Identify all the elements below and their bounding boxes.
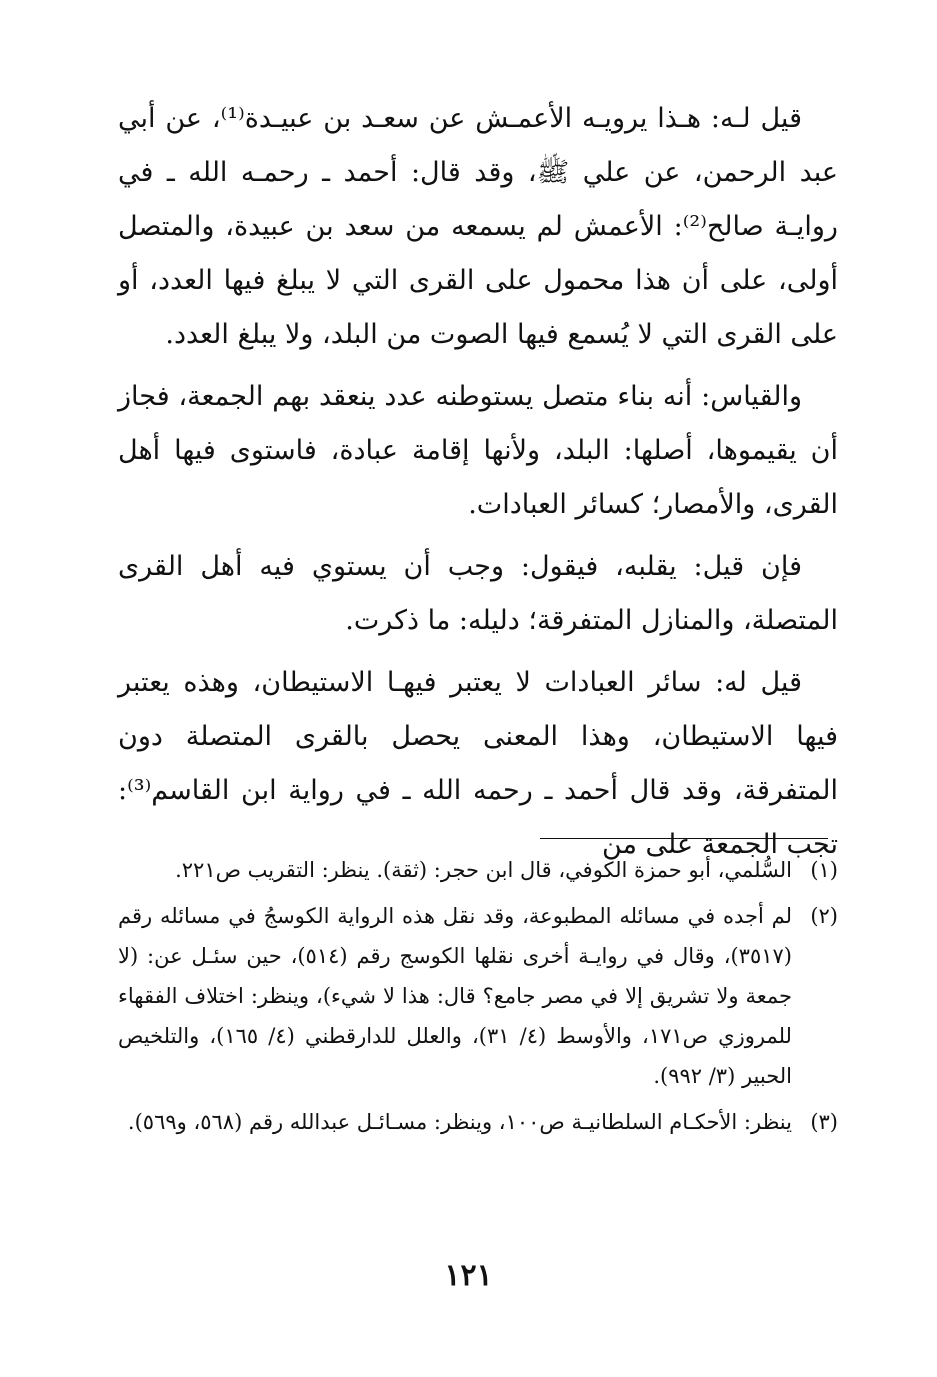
paragraph-2: والقياس: أنه بناء متصل يستوطنه عدد ينعقد بهم الجمعة، فجاز أن يقيموها، أصلها: البلد، ولأنها إقامة عبادة، فاستوى فيها أهل القرى، والأمصار؛ كسائر العبادات. xyxy=(118,381,838,520)
main-text xyxy=(118,92,838,880)
footnote-text: السُّلمي، أبو حمزة الكوفي، قال ابن حجر: (ثقة). ينظر: التقريب ص٢٢١. xyxy=(175,858,792,882)
footnote-number: (٣) xyxy=(810,1110,838,1134)
paragraph-4: قيل له: سائر العبادات لا يعتبر فيهـا الاستيطان، وهذه يعتبر فيها الاستيطان، وهذا المعنى يحصل بالقرى المتصلة دون المتفرقة، وقد قال أحمد ـ رحمه الله ـ في رواية ابن القاسم⁽³⁾: تجب الجمعة على من xyxy=(118,667,838,860)
footnote-1 xyxy=(118,850,838,890)
paragraph-1: قيل لـه: هـذا يرويـه الأعمـش عن سعـد بن عبيـدة⁽¹⁾، عن أبي عبد الرحمن، عن علي ﷺ، وقد قال: أحمد ـ رحمـه الله ـ في روايـة صالح⁽²⁾: الأعمش لم يسمعه من سعد بن عبيدة، والمتصل أولى، على أن هذا محمول على القرى التي لا يبلغ فيها العدد، أو على القرى التي لا يُسمع فيها الصوت من البلد، ولا يبلغ العدد. xyxy=(118,103,838,350)
footnote-text: لم أجده في مسائله المطبوعة، وقد نقل هذه الرواية الكوسجُ في مسائله رقم (٣٥١٧)، وقال في روايـة أخرى نقلها الكوسج رقم (٥١٤)، حين سئـل عن: (لا جمعة ولا تشريق إلا في مصر جامع؟ قال: هذا لا شيء)، وينظر: اختلاف الفقهاء للمروزي ص١٧١، والأوسط (٤/ ٣١)، والعلل للدارقطني (٤/ ١٦٥)، والتلخيص الحبير (٣/ ٩٩٢). xyxy=(118,904,792,1088)
footnote-separator xyxy=(540,838,828,839)
footnote-2 xyxy=(118,896,838,1096)
footnote-text: ينظر: الأحكـام السلطانيـة ص١٠٠، وينظر: مسـائـل عبدالله رقم (٥٦٨، و٥٦٩). xyxy=(127,1110,792,1134)
footnotes xyxy=(118,850,838,1148)
page-number: ١٢١ xyxy=(444,1258,493,1293)
paragraph-3: فإن قيل: يقلبه، فيقول: وجب أن يستوي فيه أهل القرى المتصلة، والمنازل المتفرقة؛ دليله: ما ذكرت. xyxy=(118,551,838,636)
footnote-number: (١) xyxy=(810,858,838,882)
footnote-3 xyxy=(118,1102,838,1142)
footnote-number: (٢) xyxy=(810,904,838,928)
